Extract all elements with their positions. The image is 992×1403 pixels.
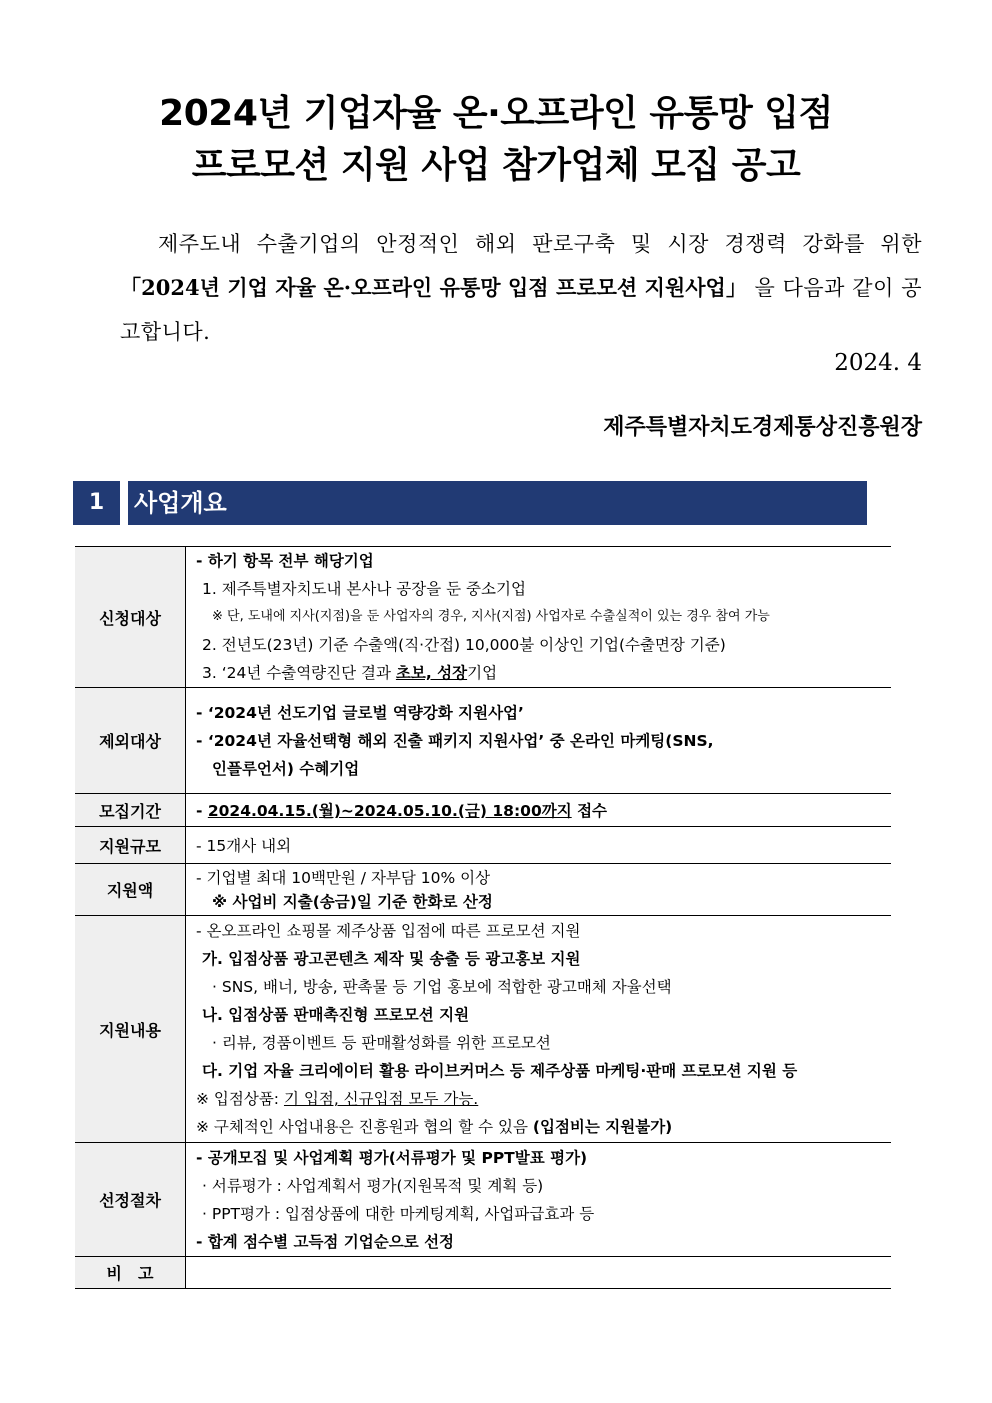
row-remarks — [75, 1257, 891, 1289]
amount-note: ※ 사업비 지출(송금)일 기준 한화로 산정 — [212, 892, 493, 911]
excluded-line-3: 인플루언서) 수혜기업 — [212, 759, 360, 778]
title-line-2: 프로모션 지원 사업 참가업체 모집 공고 — [191, 145, 801, 186]
content-note-2 — [196, 1113, 891, 1141]
content-item-da: 다. 기업 자율 크리에이터 활용 라이브커머스 등 제주상품 마케팅·판매 프로모션 지원 등 — [202, 1062, 798, 1080]
selection-line-3: · PPT평가 : 입점상품에 대한 마케팅계획, 사업파급효과 등 — [202, 1204, 595, 1223]
excluded-line-2: - ‘2024년 자율선택형 해외 진출 패키지 지원사업’ 중 온라인 마케팅(SNS, — [196, 731, 714, 750]
row-head-period: 모집기간 — [75, 794, 186, 827]
overview-table — [75, 546, 891, 1289]
period-dates: 2024.04.15.(월)~2024.05.10.(금) 18:00까지 — [207, 802, 572, 820]
intro-text-2: 을 다음과 같이 공고합니다. — [120, 276, 922, 344]
content-item-na: 나. 입점상품 판매촉진형 프로모션 지원 — [202, 1006, 470, 1024]
issuer-name: 제주특별자치도경제통상진흥원장 — [603, 414, 922, 440]
content-note-1 — [196, 1085, 891, 1113]
row-selection — [75, 1143, 891, 1257]
row-excluded — [75, 688, 891, 794]
row-amount — [75, 864, 891, 916]
row-head-scale: 지원규모 — [75, 827, 186, 864]
eligible-line-5-suffix: 기업 — [467, 664, 498, 682]
row-body-period — [186, 794, 892, 827]
title-line-1: 2024년 기업자율 온·오프라인 유통망 입점 — [159, 93, 833, 134]
eligible-line-1: - 하기 항목 전부 해당기업 — [196, 552, 374, 570]
content-note-1-value: 기 입점, 신규입점 모두 가능. — [283, 1090, 479, 1108]
row-head-eligible: 신청대상 — [75, 547, 186, 688]
amount-line-1: - 기업별 최대 10백만원 / 자부담 10% 이상 — [196, 868, 491, 887]
intro-paragraph — [120, 222, 922, 354]
eligible-stage: 초보, 성장 — [395, 664, 468, 682]
selection-line-1: - 공개모집 및 사업계획 평가(서류평가 및 PPT발표 평가) — [196, 1148, 588, 1167]
content-note-2-bold: (입점비는 지원불가) — [532, 1118, 673, 1136]
eligible-line-4: 2. 전년도(23년) 기준 수출액(직·간접) 10,000불 이상인 기업(수출면장 기준) — [202, 636, 726, 654]
intro-text-1: 제주도내 수출기업의 안정적인 해외 판로구축 및 시장 경쟁력 강화를 위한 — [158, 232, 922, 256]
row-body-selection — [186, 1143, 892, 1257]
intro-program-name: 「2024년 기업 자율 온·오프라인 유통망 입점 프로모션 지원사업」 — [120, 275, 748, 300]
row-head-selection: 선정절차 — [75, 1143, 186, 1257]
row-period — [75, 794, 891, 827]
row-body-scale: - 15개사 내외 — [186, 827, 892, 864]
row-body-amount — [186, 864, 892, 916]
selection-line-4: - 합계 점수별 고득점 기업순으로 선정 — [196, 1232, 455, 1251]
section-header — [73, 481, 867, 525]
content-item-ga-detail: · SNS, 배너, 방송, 판촉물 등 기업 홍보에 적합한 광고매체 자율선택 — [212, 978, 672, 996]
announcement-date: 2024. 4 — [834, 350, 922, 376]
eligible-line-5 — [196, 659, 891, 687]
period-suffix: 접수 — [571, 802, 608, 820]
row-body-content — [186, 916, 892, 1143]
row-body-eligible — [186, 547, 892, 688]
content-note-1-label: ※ 입점상품: — [196, 1090, 284, 1108]
selection-line-2: · 서류평가 : 사업계획서 평가(지원목적 및 계획 등) — [202, 1176, 544, 1195]
row-head-excluded: 제외대상 — [75, 688, 186, 794]
row-body-remarks — [186, 1257, 892, 1289]
section-title: 사업개요 — [128, 481, 867, 525]
content-line-1: - 온오프라인 쇼핑몰 제주상품 입점에 따른 프로모션 지원 — [196, 922, 581, 940]
eligible-note: ※ 단, 도내에 지사(지점)을 둔 사업자의 경우, 지사(지점) 사업자로 수출실적이 있는 경우 참여 가능 — [212, 609, 770, 624]
row-head-content: 지원내용 — [75, 916, 186, 1143]
content-item-na-detail: · 리뷰, 경품이벤트 등 판매활성화를 위한 프로모션 — [212, 1034, 551, 1052]
row-body-excluded — [186, 688, 892, 794]
content-note-2-text: ※ 구체적인 사업내용은 진흥원과 협의 할 수 있음 — [196, 1118, 533, 1136]
row-eligible — [75, 547, 891, 688]
row-content — [75, 916, 891, 1143]
excluded-line-1: - ‘2024년 선도기업 글로벌 역량강화 지원사업’ — [196, 703, 524, 722]
row-head-amount: 지원액 — [75, 864, 186, 916]
content-item-ga: 가. 입점상품 광고콘텐츠 제작 및 송출 등 광고홍보 지원 — [202, 950, 581, 968]
eligible-line-2: 1. 제주특별자치도내 본사나 공장을 둔 중소기업 — [202, 580, 526, 598]
eligible-line-5-text: 3. ‘24년 수출역량진단 결과 — [202, 664, 396, 682]
section-number: 1 — [73, 481, 120, 525]
document-title — [0, 88, 992, 192]
row-scale — [75, 827, 891, 864]
row-head-remarks: 비 고 — [75, 1257, 186, 1289]
period-prefix: - — [196, 802, 208, 820]
